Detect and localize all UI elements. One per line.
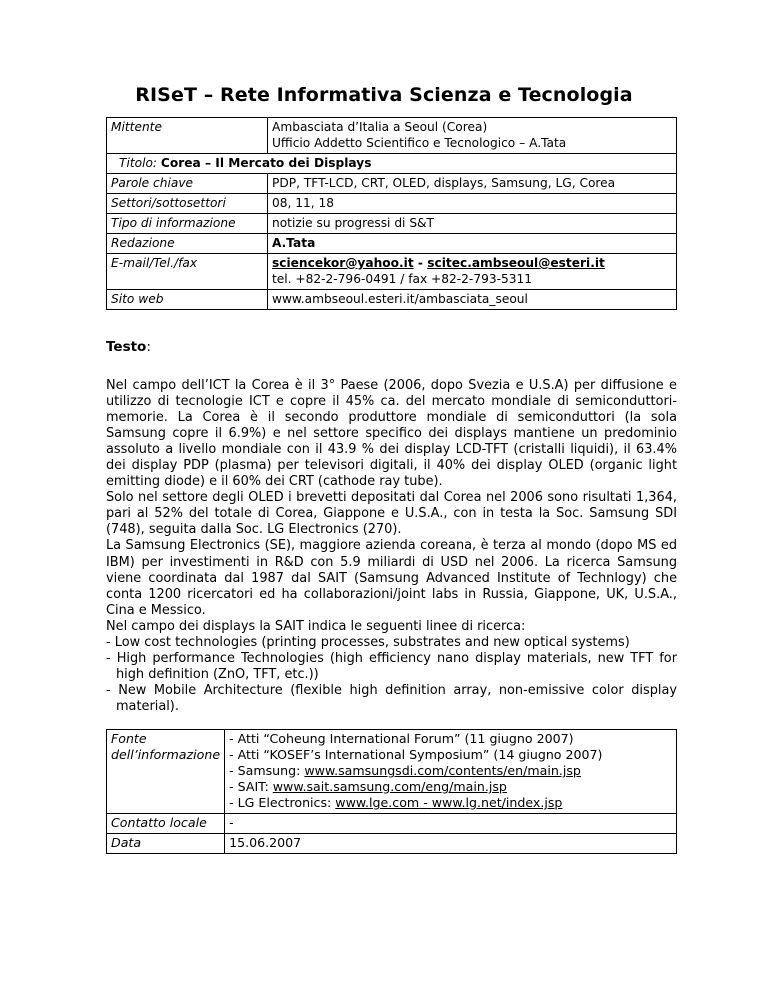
research-line-item: - New Mobile Architecture (flexible high definition array, non-emissive color display material). [106,682,677,714]
mittente-line2: Ufficio Addetto Scientifico e Tecnologico – A.Tata [272,136,567,150]
sito-label: Sito web [107,290,268,310]
email-value [268,254,677,290]
research-line-item: - Low cost technologies (printing processes, substrates and new optical systems) [106,634,630,650]
lge-link[interactable]: www.lge.com [335,795,420,810]
samsung-link[interactable]: www.samsungsdi.com/contents/en/main.jsp [304,763,581,778]
fonte-label [107,730,225,814]
research-line-item: - High performance Technologies (high efficiency nano display materials, new TFT for high definition (ZnO, TFT, etc.)) [106,650,677,682]
settori-value: 08, 11, 18 [268,194,677,214]
mittente-row [107,118,677,154]
contatto-value: - [225,814,677,834]
body-paragraph: La Samsung Electronics (SE), maggiore azienda coreana, è terza al mondo (dopo MS ed IBM) per investimenti in R&D con 5.9 miliardi di USD nel 2006. La ricerca Samsung viene coordinata dal 1987 dal SAIT (Samsung Advanced Institute of Technlogy) che conta 1200 ricercatori ed ha collaborazioni/joint labs in Russia, Giappone, UK, U.S.A., Cina e Messico. [106,538,677,618]
mittente-line1: Ambasciata d’Italia a Seoul (Corea) [272,120,488,134]
tel-fax: tel. +82-2-796-0491 / fax +82-2-793-5311 [272,272,533,286]
source-text: - Samsung: [229,763,305,778]
link-separator: - [419,795,432,810]
source-text: - SAIT: [229,779,273,794]
tipo-value: notizie su progressi di S&T [268,214,677,234]
email-link-2[interactable]: scitec.ambseoul@esteri.it [427,256,605,270]
source-item [229,763,672,779]
body-paragraph: Solo nel settore degli OLED i brevetti depositati dal Corea nel 2006 sono risultati 1,364, pari al 52% del totale di Corea, Giappone e U.S.A., con in testa la Soc. Samsung SDI (748), seguita dalla Soc. LG Electronics (270). [106,490,677,538]
email-separator: - [413,256,428,270]
email-row [107,254,677,290]
data-row [107,834,677,854]
fonte-table [106,729,677,854]
source-item [229,779,672,795]
fonte-sources [225,730,677,814]
fonte-label-line1: Fonte [111,731,147,746]
source-text: - Atti “KOSEF’s International Symposium” (14 giugno 2007) [229,747,603,762]
source-item [229,747,672,763]
parole-value: PDP, TFT-LCD, CRT, OLED, displays, Samsung, LG, Corea [268,174,677,194]
titolo-value: Corea – Il Mercato dei Displays [160,156,372,170]
email-link-1[interactable]: sciencekor@yahoo.it [272,256,414,270]
mittente-label: Mittente [107,118,268,154]
redazione-value: A.Tata [268,234,677,254]
testo-heading [106,339,151,355]
source-text: - LG Electronics: [229,795,336,810]
lg-net-link[interactable]: www.lg.net/index.jsp [431,795,563,810]
sait-link[interactable]: www.sait.samsung.com/eng/main.jsp [272,779,507,794]
body-paragraph: Nel campo dell’ICT la Corea è il 3° Paese (2006, dopo Svezia e U.S.A) per diffusione e utilizzo di tecnologie ICT e copre il 45% ca. del mercato mondiale di semiconduttori-memorie. La Corea è il secondo produttore mondiale di semiconduttori (la sola Samsung copre il 6.9%) e nel settore specifico dei displays mantiene un predominio assoluto a livello mondiale con il 43.9 % dei display LCD-TFT (cristalli liquidi), il 63.4% dei display PDP (plasma) per televisori digitali, il 40% dei display OLED (organic light emitting diode) e il 60% dei CRT (cathode ray tube). [106,378,677,490]
body-paragraph: Nel campo dei displays la SAIT indica le seguenti linee di ricerca: [106,618,526,634]
settori-row [107,194,677,214]
fonte-label-line2: dell’informazione [111,747,221,762]
parole-label: Parole chiave [107,174,268,194]
tipo-label: Tipo di informazione [107,214,268,234]
metadata-table [106,117,677,310]
sito-value: www.ambseoul.esteri.it/ambasciata_seoul [268,290,677,310]
contatto-label: Contatto locale [107,814,225,834]
testo-heading-label: Testo [106,339,147,355]
data-label: Data [107,834,225,854]
document-title: RISeT – Rete Informativa Scienza e Tecnologia [135,84,633,106]
settori-label: Settori/sottosettori [107,194,268,214]
redazione-row [107,234,677,254]
mittente-value [268,118,677,154]
titolo-row [107,154,677,174]
titolo-cell [107,154,677,174]
source-text: - Atti “Coheung International Forum” (11 giugno 2007) [229,731,574,746]
data-value: 15.06.2007 [225,834,677,854]
email-label: E-mail/Tel./fax [107,254,268,290]
contatto-row [107,814,677,834]
tipo-row [107,214,677,234]
titolo-label: Titolo: [119,156,158,170]
redazione-label: Redazione [107,234,268,254]
parole-row [107,174,677,194]
sito-row [107,290,677,310]
fonte-row [107,730,677,814]
body-text [106,378,677,715]
source-item [229,795,672,811]
testo-heading-colon: : [146,339,151,355]
source-item [229,731,672,747]
